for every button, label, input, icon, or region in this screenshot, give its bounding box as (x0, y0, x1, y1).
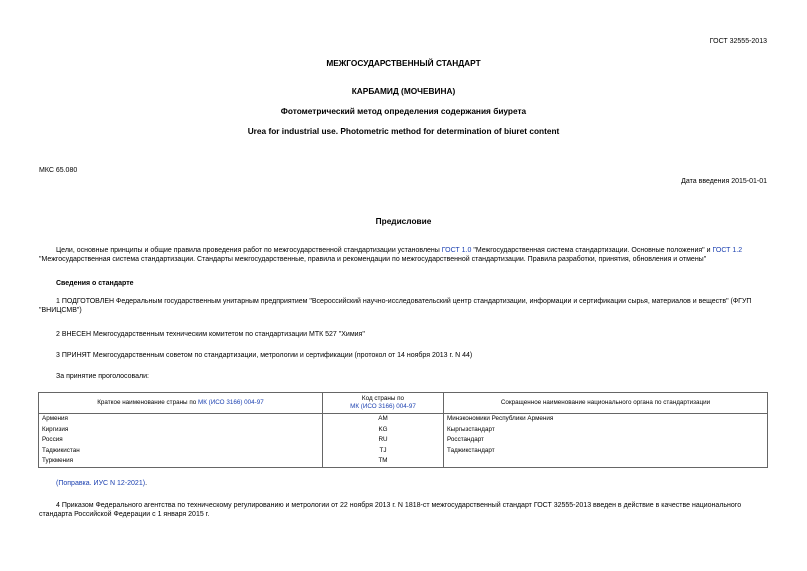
standard-info-heading: Сведения о стандарте (56, 280, 134, 287)
amendment-note (56, 479, 147, 488)
country-cell: Армения (39, 414, 323, 425)
country-cell: Россия (39, 435, 323, 446)
subtitle-english: Urea for industrial use. Photometric method for determination of biuret content (247, 126, 560, 136)
body-cell: Таджикстандарт (444, 446, 768, 457)
country-cell: Туркмения (39, 456, 323, 467)
code-cell: KG (323, 425, 444, 436)
amendment-link[interactable]: (Поправка. ИУС N 12-2021) (56, 480, 146, 487)
table-row (39, 446, 768, 457)
column-header-country (39, 393, 323, 414)
header-text: Краткое наименование страны по (97, 399, 198, 407)
code-cell: AM (323, 414, 444, 425)
product-title: КАРБАМИД (МОЧЕВИНА) (351, 86, 456, 96)
gost-1-2-link[interactable]: ГОСТ 1.2 (712, 247, 743, 254)
body-cell: Кыргызстандарт (444, 425, 768, 436)
voting-countries-table (38, 392, 768, 468)
document-number: ГОСТ 32555-2013 (709, 38, 767, 45)
mk-iso-3166-link[interactable]: МК (ИСО 3166) 004-97 (197, 399, 264, 407)
column-header-code (323, 393, 444, 414)
paragraph-text: Цели, основные принципы и общие правила проведения работ по межгосударственной стандартизации установлены (56, 247, 442, 254)
item-adopted: 3 ПРИНЯТ Межгосударственным советом по стандартизации, метрологии и сертификации (протокол от 14 ноября 2013 г. N 44) (56, 352, 473, 359)
table-row (39, 435, 768, 446)
item-submitted: 2 ВНЕСЕН Межгосударственным техническим комитетом по стандартизации МТК 527 "Химия" (56, 331, 365, 338)
paragraph-text: "Межгосударственная система стандартизации. Основные положения" и (471, 247, 713, 254)
subtitle-russian: Фотометрический метод определения содержания биурета (280, 106, 527, 116)
amendment-tail: . (145, 480, 148, 487)
table-row (39, 456, 768, 467)
voted-label: За принятие проголосовали: (56, 373, 149, 380)
country-cell: Таджикистан (39, 446, 323, 457)
mks-code: МКС 65.080 (39, 167, 78, 174)
header-text: Код страны по (361, 395, 405, 402)
code-cell: RU (323, 435, 444, 446)
foreword-heading: Предисловие (375, 216, 432, 226)
mk-iso-3166-link[interactable]: МК (ИСО 3166) 004-97 (350, 403, 416, 411)
column-header-body: Сокращенное наименование национального органа по стандартизации (444, 393, 768, 414)
body-cell (444, 456, 768, 467)
code-cell: TJ (323, 446, 444, 457)
gost-1-0-link[interactable]: ГОСТ 1.0 (441, 247, 472, 254)
country-cell: Киргизия (39, 425, 323, 436)
table-header-row (39, 393, 768, 414)
foreword-paragraph (39, 246, 769, 265)
introduction-date: Дата введения 2015-01-01 (681, 178, 767, 185)
item-prepared: 1 ПОДГОТОВЛЕН Федеральным государственным унитарным предприятием "Всероссийский научно-исследовательский центр стандартизации, информации и сертификации сырья, материалов и веществ" (ФГУП "ВНИЦСМВ") (39, 298, 752, 315)
body-cell: Минэкономики Республики Армения (444, 414, 768, 425)
table-row (39, 414, 768, 425)
code-cell: TM (323, 456, 444, 467)
body-cell: Росстандарт (444, 435, 768, 446)
item-enacted: 4 Приказом Федерального агентства по техническому регулированию и метрологии от 22 ноября 2013 г. N 1818-ст межгосударственный стандарт ГОСТ 32555-2013 введен в действие в качестве национального стандарта Российской Федерации с 1 января 2015 г. (39, 502, 742, 519)
paragraph-text: "Межгосударственная система стандартизации. Стандарты межгосударственные, правила и рекомендации по межгосударственной стандартизации. Правила разработки, принятия, обновления и отмены" (39, 256, 707, 264)
standard-category: МЕЖГОСУДАРСТВЕННЫЙ СТАНДАРТ (326, 58, 481, 68)
table-row (39, 425, 768, 436)
